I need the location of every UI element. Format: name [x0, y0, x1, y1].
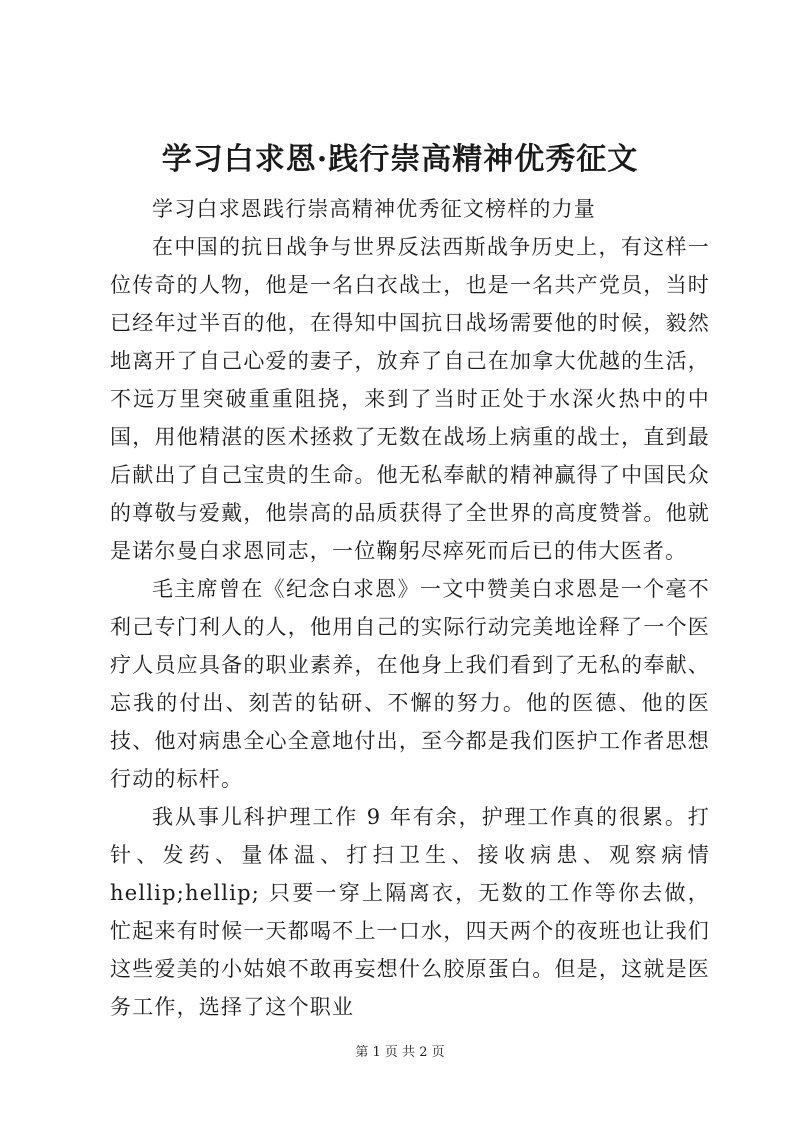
- paragraph-1: 在中国的抗日战争与世界反法西斯战争历史上，有这样一位传奇的人物，他是一名白衣战士，也是一名共产党员，当时已经年过半百的他，在得知中国抗日战场需要他的时候，毅然地离开了自己心爱的妻子，放弃了自己在加拿大优越的生活，不远万里突破重重阻挠，来到了当时正处于水深火热中的中国，用他精湛的医术拯救了无数在战场上病重的战士，直到最后献出了自己宝贵的生命。他无私奉献的精神赢得了中国民众的尊敬与爱戴，他崇高的品质获得了全世界的高度赞誉。他就是诺尔曼白求恩同志，一位鞠躬尽瘁死而后已的伟大医者。: [110, 235, 710, 563]
- paragraph-2: 毛主席曾在《纪念白求恩》一文中赞美白求恩是一个毫不利己专门利人的人，他用自己的实际行动完美地诠释了一个医疗人员应具备的职业素养，在他身上我们看到了无私的奉献、忘我的付出、刻苦的钻研、不懈的努力。他的医德、他的医技、他对病患全心全意地付出，至今都是我们医护工作者思想行动的标杆。: [110, 577, 710, 791]
- document-body: [110, 190, 710, 1026]
- paragraph-3: 我从事儿科护理工作 9 年有余，护理工作真的很累。打针、发药、量体温、打扫卫生、接收病患、观察病情 hellip;hellip; 只要一穿上隔离衣，无数的工作等你去做，忙起来有时候一天都喝不上一口水，四天两个的夜班也让我们这些爱美的小姑娘不敢再妄想什么胶原蛋白。但是，这就是医务工作，选择了这个职业: [110, 805, 710, 1019]
- document-title: 学习白求恩·践行崇高精神优秀征文: [161, 142, 639, 177]
- page-footer: 第 1 页 共 2 页: [355, 1045, 445, 1060]
- document-subtitle: 学习白求恩践行崇高精神优秀征文榜样的力量: [152, 197, 596, 221]
